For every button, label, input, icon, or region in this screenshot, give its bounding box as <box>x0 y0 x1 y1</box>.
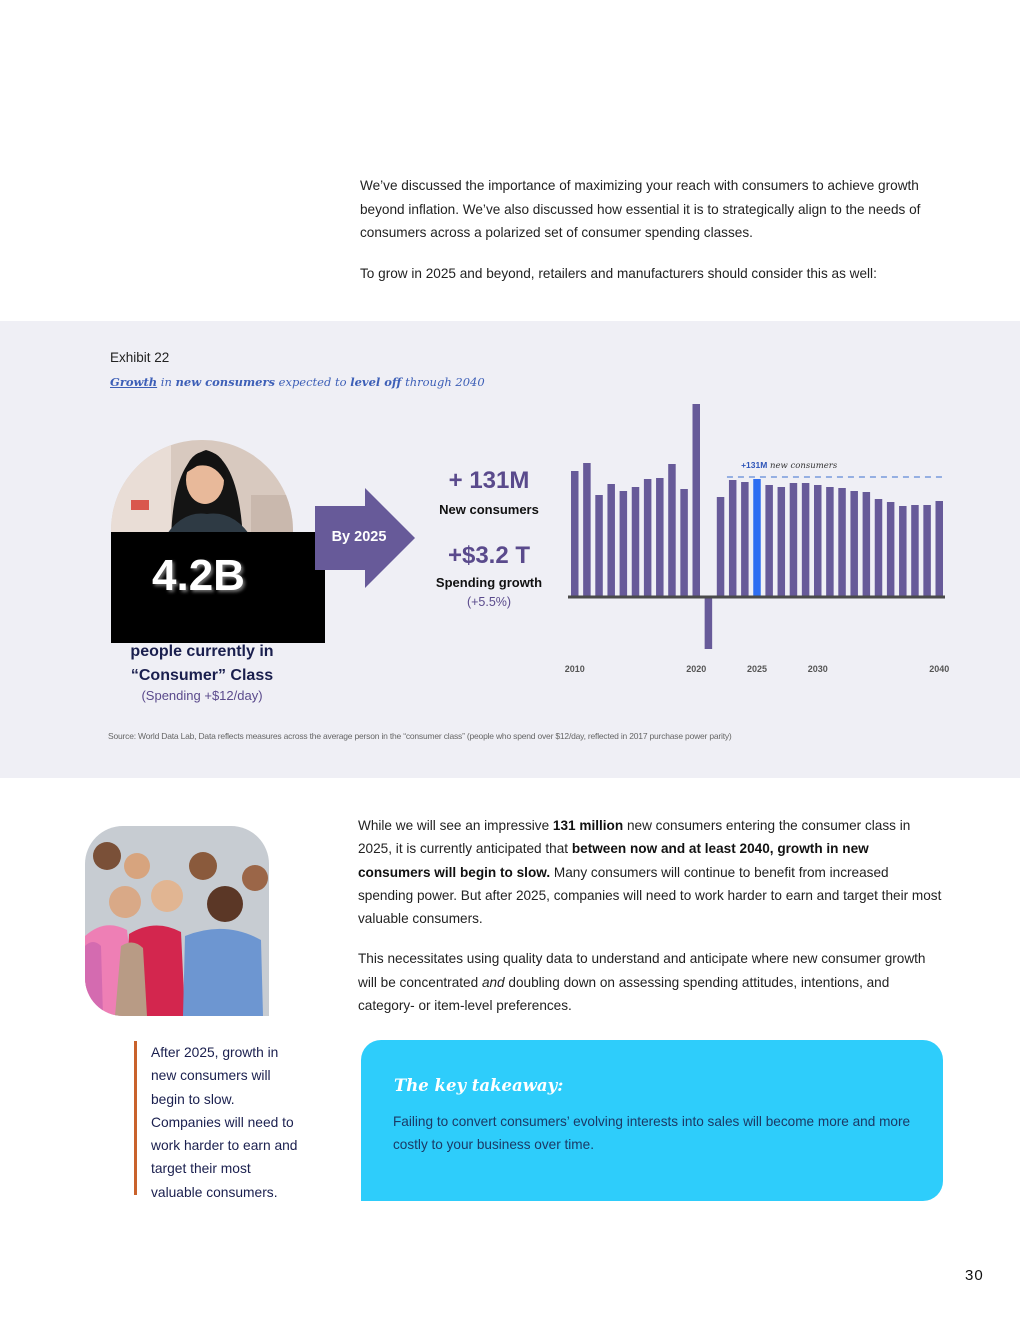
chart-bar-2024 <box>741 482 749 597</box>
chart-bar-2034 <box>863 492 871 597</box>
chart-bar-2010 <box>571 471 579 597</box>
intro-paragraph-1: We’ve discussed the importance of maximizing your reach with consumers to achieve growth beyond inflation. We’ve also discussed how essential it is to strategically align to the needs of consumers across a polarized set of consumer spending classes. <box>360 178 921 240</box>
new-consumers-label: New consumers <box>439 502 539 517</box>
chart-bar-2026 <box>765 485 773 597</box>
body-paragraph-2 <box>358 947 943 1017</box>
chart-bar-2016 <box>644 479 652 597</box>
body-italic: and <box>481 974 505 990</box>
spending-growth-value: +$3.2 T <box>447 542 531 569</box>
chart-bar-2033 <box>850 491 858 597</box>
arrow-label: By 2025 <box>331 529 387 545</box>
chart-tick-2020: 2020 <box>686 664 707 674</box>
chart-bar-2025 <box>753 479 761 597</box>
subtitle-word-level-off: level off <box>350 375 402 389</box>
takeaway-title: The key takeaway: <box>394 1076 564 1095</box>
source-note: Source: World Data Lab, Data reflects measures across the average person in the “consumer class” (people who spend over $12/day, reflected in 2017 purchase power parity) <box>108 731 732 741</box>
page-number: 30 <box>965 1267 984 1284</box>
chart-annotation-text: new consumers <box>767 461 838 471</box>
body-text-run: While we will see an impressive <box>358 818 553 833</box>
body-text-run: Many consumers will continue to benefit from increased spending power. But after 2025, companies will need to work harder to earn and target their most valuable consumers. <box>358 864 942 927</box>
chart-bar-2013 <box>607 484 615 597</box>
chart-bar-2040 <box>936 501 944 597</box>
subtitle-word-growth: Growth <box>110 375 158 389</box>
subtitle-part: expected to <box>275 375 351 389</box>
group-photo <box>85 826 269 1016</box>
chart-bar-2011 <box>583 463 591 597</box>
exhibit-panel <box>0 321 1020 778</box>
spending-growth-percent: (+5.5%) <box>466 595 512 609</box>
chart-tick-2025: 2025 <box>746 664 768 674</box>
woman-photo <box>111 440 293 540</box>
chart-annotation <box>741 460 838 471</box>
chart-tick-2010: 2010 <box>564 664 585 674</box>
chart-bar-2035 <box>875 499 883 597</box>
chart-tick-2030: 2030 <box>807 664 828 674</box>
subtitle-part: through 2040 <box>401 375 485 389</box>
chart-bar-2014 <box>620 491 628 597</box>
chart-tick-2040: 2040 <box>929 664 950 674</box>
spending-threshold: (Spending +$12/day) <box>141 688 263 703</box>
body-emphasis: 131 million <box>552 818 624 833</box>
chart-bar-2023 <box>729 480 737 597</box>
body-text-run: This necessitates using quality data to understand and anticipate where new consumer growth will be concentrated <box>358 951 926 990</box>
consumer-class-label: people currently in “Consumer” Class <box>130 643 274 684</box>
chart-bar-2031 <box>826 487 834 597</box>
body-text-run: doubling down on assessing spending attitudes, intentions, and category- or item-level preferences. <box>358 974 890 1014</box>
new-consumers-value: + 131M <box>448 467 530 494</box>
intro-paragraph-2: To grow in 2025 and beyond, retailers and manufacturers should consider this as well: <box>360 265 877 281</box>
chart-bar-2017 <box>656 478 664 597</box>
body-text <box>358 814 943 1034</box>
consumer-count: 4.2B <box>152 551 245 600</box>
subtitle-word-new-consumers: new consumers <box>175 375 275 389</box>
chart-bar-2039 <box>923 505 931 597</box>
pull-quote: After 2025, growth in new consumers will begin to slow. Companies will need to work harder to earn and target their most valuable consumers. <box>134 1041 304 1195</box>
spending-growth-label: Spending growth <box>435 575 543 590</box>
chart-bar-2038 <box>911 505 919 597</box>
chart-bar-2029 <box>802 483 810 597</box>
chart-bar-2022 <box>717 497 725 597</box>
key-takeaway-box <box>361 1040 943 1201</box>
intro-text <box>360 174 940 302</box>
chart-bar-2027 <box>778 487 786 597</box>
chart-bar-2018 <box>668 464 676 597</box>
chart-bar-2037 <box>899 506 907 597</box>
chart-bar-2028 <box>790 483 798 597</box>
chart-bar-2032 <box>838 488 846 597</box>
takeaway-body: Failing to convert consumers’ evolving interests into sales will become more and more costly to your business over time. <box>393 1114 911 1152</box>
body-text-run: new consumers entering the consumer class in 2025, it is currently anticipated that <box>358 818 911 857</box>
chart-bar-2012 <box>595 495 603 597</box>
exhibit-label: Exhibit 22 <box>110 350 170 365</box>
body-paragraph-1 <box>358 814 943 930</box>
chart-bar-2020 <box>693 404 701 597</box>
chart-bar-2015 <box>632 487 640 597</box>
consumer-growth-chart <box>560 397 950 677</box>
chart-annotation-value: +131M <box>741 460 768 470</box>
chart-bar-2030 <box>814 485 822 597</box>
chart-bar-2036 <box>887 502 895 597</box>
exhibit-subtitle <box>110 375 485 389</box>
chart-bar-2019 <box>680 489 688 597</box>
subtitle-part: in <box>157 375 176 389</box>
chart-bar-2021 <box>705 597 713 649</box>
body-emphasis: between now and at least 2040, growth in new consumers will begin to slow. <box>358 841 869 880</box>
